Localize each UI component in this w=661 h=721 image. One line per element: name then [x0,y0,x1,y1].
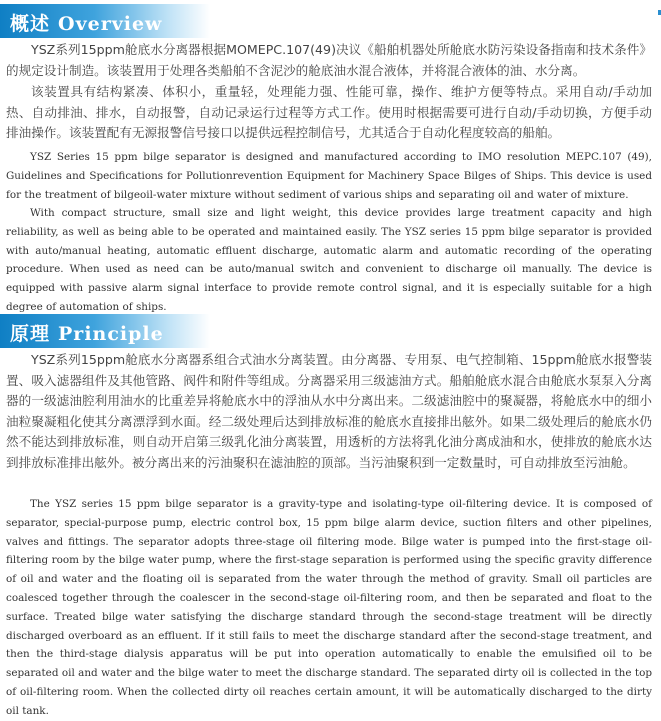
overview-heading [10,9,162,36]
principle-heading-zh: 原理 [10,323,51,345]
principle-heading-banner [0,314,210,348]
principle-heading-en: Principle [58,323,164,345]
overview-heading-zh: 概述 [10,13,51,35]
principle-en-paragraph-1: The YSZ series 15 ppm bilge separator is a gravity-type and isolating-type oil-filtering device. It is composed of separator, special-purpose pump, electric control box, 15 ppm bilge alarm device, suction filters and other pipelines, valves and fittings. The separator adopts three-stage oil filtering mode. Bilge water is pumped into the first-stage oil-filtering room by the bilge water pump, where the first-stage separation is performed using the specific gravity difference of oil and water and the floating oil is separated from the water through the method of gravity. Small oil particles are coalesced together through the coalescer in the second-stage oil-filtering room, and then be separated and float to the surface. Treated bilge water satisfying the discharge standard through the second-stage treatment will be directly discharged overboard as an effluent. If it still fails to meet the discharge standard after the second-stage treatment, and then the third-stage dialysis apparatus will be put into operation automatically to enable the emulsified oil to be separated oil and water and the bilge water to meet the discharge standard. The separated dirty oil is collected in the top of oil-filtering room. When the collected dirty oil reaches certain amount, it will be automatically discharged to the dirty oil tank. [6,498,652,717]
overview-heading-en: Overview [58,13,163,35]
principle-zh-paragraph-1: YSZ系列15ppm舱底水分离器系组合式油水分离装置。由分离器、专用泵、电气控制箱、15ppm舱底水报警装置、吸入滤器组件及其他管路、阀件和附件等组成。分离器采用三级滤油方式。船舶舱底水混合由舱底水泵泵入分离器的一级滤油腔利用油水的比重差异将舱底水中的浮油从水中分离出来。二级滤油腔中的聚凝器，将舱底水中的细小油粒聚凝粗化使其分离漂浮到水面。经二级处理后达到排放标准的舱底水直接排出舷外。如果二级处理后的舱底水仍然不能达到排放标准，则自动开启第三级乳化油分离装置，用透析的方法将乳化油分离成油和水，使排放的舱底水达到排放标准排出舷外。被分离出来的污油聚积在滤油腔的顶部。当污油聚积到一定数量时，可自动排放至污油舱。 [6,352,652,470]
overview-en-paragraph-2: With compact structure, small size and light weight, this device provides large treatment capacity and high reliability, as well as being able to be operated and maintained easily. The YSZ series 15 ppm bilge separator is provided with auto/manual heating, automatic effluent discharge, automatic alarm and automatic recording of the operating procedure. When used as need can be auto/manual switch and convenient to discharge oil manually. The device is equipped with passive alarm signal interface to provide remote control signal, and it is especially suitable for a high degree of automation of ships. [6,207,652,313]
overview-zh-paragraph-2: 该装置具有结构紧凑、体积小，重量轻，处理能力强、性能可靠，操作、维护方便等特点。采用自动/手动加热、自动排油、排水，自动报警，自动记录运行过程等方式工作。使用时根据需要可进行自动/手动切换，方便手动排油操作。该装置配有无源报警信号接口以提供远程控制信号，尤其适合于自动化程度较高的船舶。 [6,84,652,140]
overview-en-paragraph-1: YSZ Series 15 ppm bilge separator is designed and manufactured according to IMO resolution MEPC.107 (49), Guidelines and Specifications for Pollutionrevention Equipment for Machinery Space Bilges of Ships. This device is used for the treatment of bilgeoil-water mixture without sediment of various ships and separating oil and water of mixture. [6,151,652,201]
overview-zh-paragraph-1: YSZ系列15ppm舱底水分离器根据MOMEPC.107(49)决议《船舶机器处所舱底水防污染设备指南和技术条件》的规定设计制造。该装置用于处理各类船舶不含泥沙的舱底油水混合液体，并将混合液体的油、水分离。 [6,42,652,78]
principle-heading [10,319,164,346]
overview-heading-banner [0,4,210,38]
